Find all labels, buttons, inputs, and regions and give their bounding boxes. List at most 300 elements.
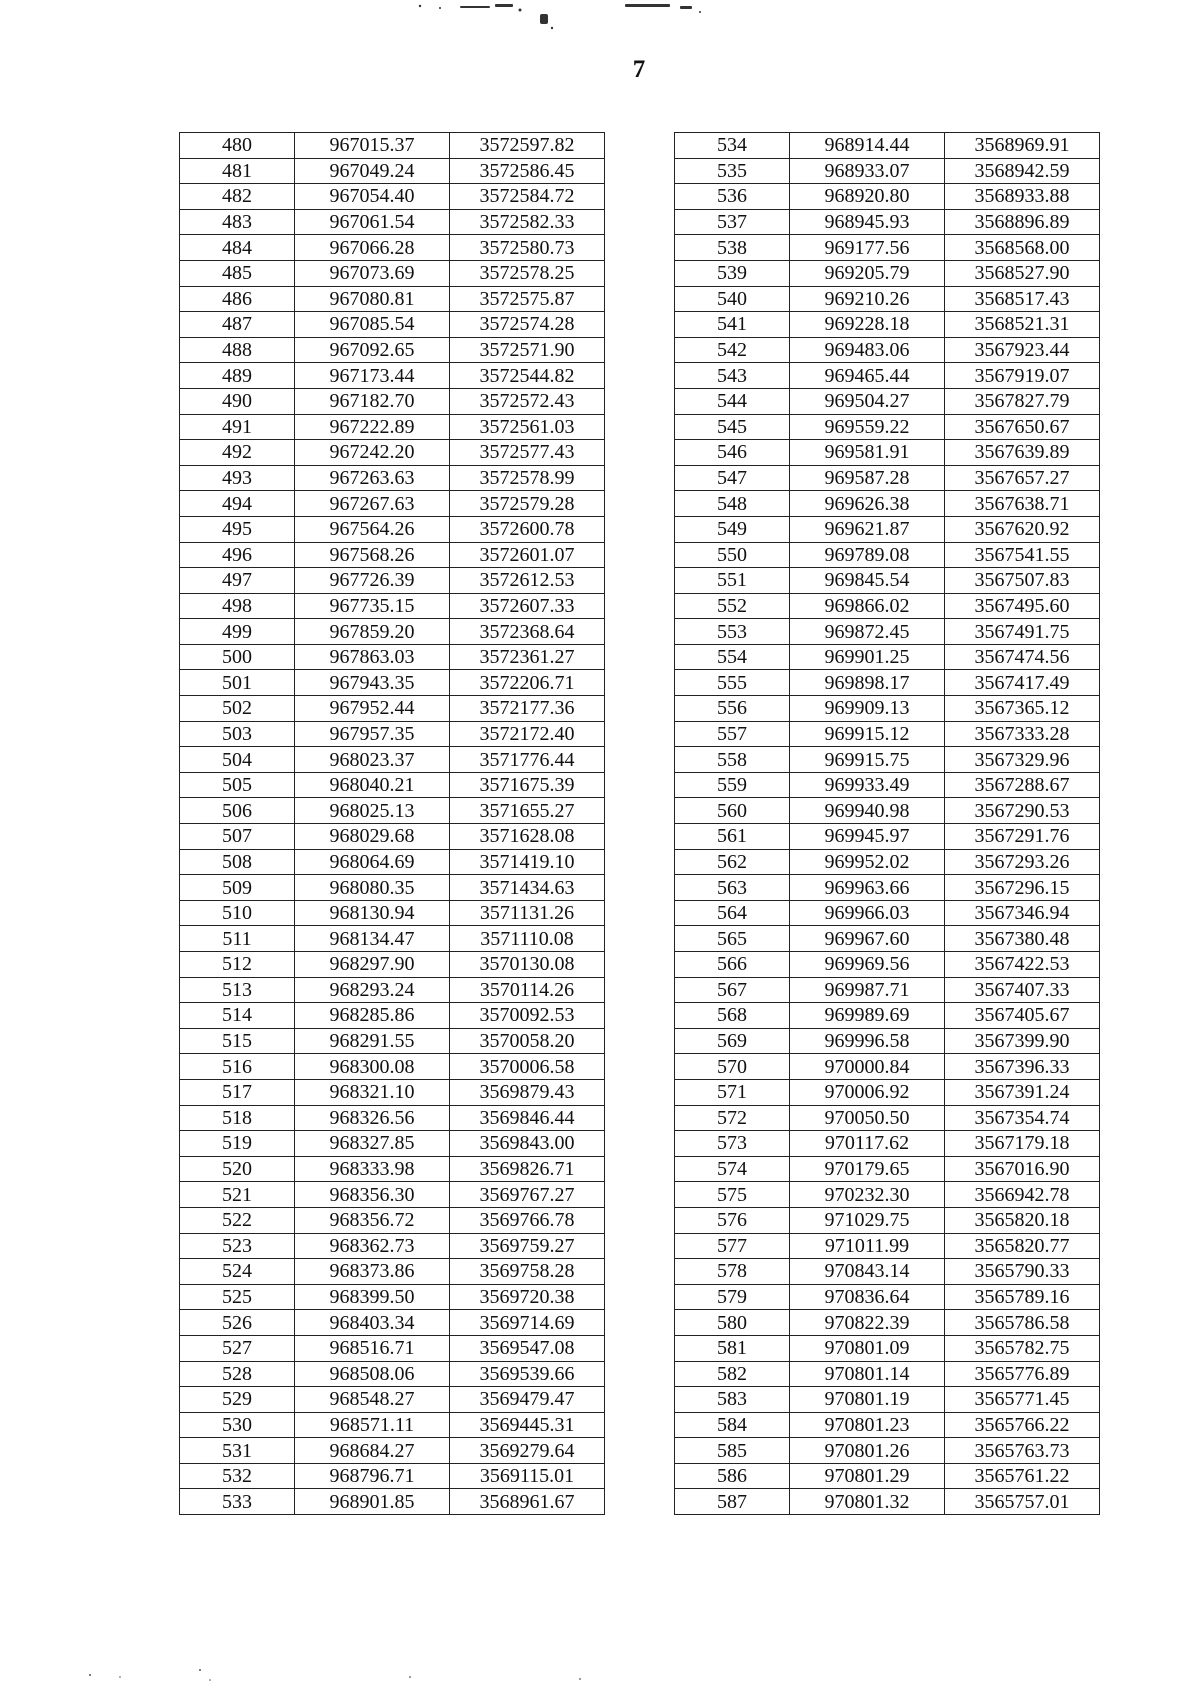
x-coordinate-cell: 968080.35 — [295, 875, 450, 901]
table-row — [180, 926, 605, 952]
x-coordinate-cell: 967066.28 — [295, 235, 450, 261]
point-number-cell: 570 — [675, 1054, 790, 1080]
y-coordinate-cell: 3567365.12 — [945, 696, 1100, 722]
table-row — [675, 440, 1100, 466]
y-coordinate-cell: 3567650.67 — [945, 414, 1100, 440]
y-coordinate-cell: 3572582.33 — [450, 209, 605, 235]
y-coordinate-cell: 3568896.89 — [945, 209, 1100, 235]
y-coordinate-cell: 3565776.89 — [945, 1361, 1100, 1387]
point-number-cell: 585 — [675, 1438, 790, 1464]
y-coordinate-cell: 3567296.15 — [945, 875, 1100, 901]
x-coordinate-cell: 968291.55 — [295, 1028, 450, 1054]
x-coordinate-cell: 968327.85 — [295, 1131, 450, 1157]
y-coordinate-cell: 3568933.88 — [945, 184, 1100, 210]
table-row — [675, 1489, 1100, 1515]
y-coordinate-cell: 3571655.27 — [450, 798, 605, 824]
point-number-cell: 502 — [180, 696, 295, 722]
y-coordinate-cell: 3567620.92 — [945, 516, 1100, 542]
y-coordinate-cell: 3569479.47 — [450, 1387, 605, 1413]
y-coordinate-cell: 3572575.87 — [450, 286, 605, 312]
x-coordinate-cell: 969581.91 — [790, 440, 945, 466]
y-coordinate-cell: 3569766.78 — [450, 1207, 605, 1233]
x-coordinate-cell: 967173.44 — [295, 363, 450, 389]
y-coordinate-cell: 3567016.90 — [945, 1156, 1100, 1182]
table-row — [675, 1335, 1100, 1361]
x-coordinate-cell: 967073.69 — [295, 260, 450, 286]
point-number-cell: 523 — [180, 1233, 295, 1259]
point-number-cell: 587 — [675, 1489, 790, 1515]
table-row — [180, 312, 605, 338]
scan-artifact-marks — [400, 0, 780, 50]
y-coordinate-cell: 3569714.69 — [450, 1310, 605, 1336]
x-coordinate-cell: 970179.65 — [790, 1156, 945, 1182]
y-coordinate-cell: 3567396.33 — [945, 1054, 1100, 1080]
x-coordinate-cell: 968684.27 — [295, 1438, 450, 1464]
point-number-cell: 535 — [675, 158, 790, 184]
x-coordinate-cell: 970232.30 — [790, 1182, 945, 1208]
point-number-cell: 489 — [180, 363, 295, 389]
point-number-cell: 536 — [675, 184, 790, 210]
page-number: 7 — [632, 56, 646, 83]
y-coordinate-cell: 3572571.90 — [450, 337, 605, 363]
point-number-cell: 490 — [180, 388, 295, 414]
point-number-cell: 531 — [180, 1438, 295, 1464]
y-coordinate-cell: 3565763.73 — [945, 1438, 1100, 1464]
y-coordinate-cell: 3570130.08 — [450, 952, 605, 978]
table-row — [180, 440, 605, 466]
point-number-cell: 577 — [675, 1233, 790, 1259]
y-coordinate-cell: 3572574.28 — [450, 312, 605, 338]
table-row — [675, 133, 1100, 159]
y-coordinate-cell: 3572584.72 — [450, 184, 605, 210]
table-row — [180, 286, 605, 312]
point-number-cell: 511 — [180, 926, 295, 952]
point-number-cell: 547 — [675, 465, 790, 491]
table-row — [675, 1387, 1100, 1413]
y-coordinate-cell: 3568942.59 — [945, 158, 1100, 184]
table-row — [180, 516, 605, 542]
x-coordinate-cell: 967085.54 — [295, 312, 450, 338]
x-coordinate-cell: 968933.07 — [790, 158, 945, 184]
table-row — [180, 1387, 605, 1413]
point-number-cell: 483 — [180, 209, 295, 235]
y-coordinate-cell: 3572572.43 — [450, 388, 605, 414]
table-row — [675, 875, 1100, 901]
x-coordinate-cell: 967054.40 — [295, 184, 450, 210]
x-coordinate-cell: 968920.80 — [790, 184, 945, 210]
y-coordinate-cell: 3569843.00 — [450, 1131, 605, 1157]
y-coordinate-cell: 3571776.44 — [450, 747, 605, 773]
table-row — [675, 1182, 1100, 1208]
point-number-cell: 582 — [675, 1361, 790, 1387]
table-row — [675, 312, 1100, 338]
y-coordinate-cell: 3567333.28 — [945, 721, 1100, 747]
x-coordinate-cell: 967957.35 — [295, 721, 450, 747]
point-number-cell: 484 — [180, 235, 295, 261]
table-row — [180, 542, 605, 568]
table-row — [180, 977, 605, 1003]
x-coordinate-cell: 969915.12 — [790, 721, 945, 747]
table-row — [675, 235, 1100, 261]
y-coordinate-cell: 3572177.36 — [450, 696, 605, 722]
point-number-cell: 561 — [675, 824, 790, 850]
point-number-cell: 495 — [180, 516, 295, 542]
point-number-cell: 553 — [675, 619, 790, 645]
x-coordinate-cell: 969789.08 — [790, 542, 945, 568]
coordinate-table-left-body — [180, 133, 605, 1515]
x-coordinate-cell: 968023.37 — [295, 747, 450, 773]
x-coordinate-cell: 969963.66 — [790, 875, 945, 901]
x-coordinate-cell: 968029.68 — [295, 824, 450, 850]
y-coordinate-cell: 3567638.71 — [945, 491, 1100, 517]
table-row — [180, 1182, 605, 1208]
point-number-cell: 563 — [675, 875, 790, 901]
table-row — [180, 1335, 605, 1361]
point-number-cell: 493 — [180, 465, 295, 491]
point-number-cell: 533 — [180, 1489, 295, 1515]
table-row — [180, 1207, 605, 1233]
y-coordinate-cell: 3567417.49 — [945, 670, 1100, 696]
point-number-cell: 518 — [180, 1105, 295, 1131]
x-coordinate-cell: 968516.71 — [295, 1335, 450, 1361]
table-row — [675, 414, 1100, 440]
table-row — [180, 670, 605, 696]
x-coordinate-cell: 968064.69 — [295, 849, 450, 875]
x-coordinate-cell: 968508.06 — [295, 1361, 450, 1387]
x-coordinate-cell: 970006.92 — [790, 1079, 945, 1105]
table-row — [180, 619, 605, 645]
x-coordinate-cell: 969940.98 — [790, 798, 945, 824]
point-number-cell: 565 — [675, 926, 790, 952]
y-coordinate-cell: 3569547.08 — [450, 1335, 605, 1361]
x-coordinate-cell: 969228.18 — [790, 312, 945, 338]
x-coordinate-cell: 967015.37 — [295, 133, 450, 159]
table-row — [180, 1233, 605, 1259]
table-row — [180, 1079, 605, 1105]
point-number-cell: 559 — [675, 772, 790, 798]
point-number-cell: 494 — [180, 491, 295, 517]
y-coordinate-cell: 3568521.31 — [945, 312, 1100, 338]
y-coordinate-cell: 3567354.74 — [945, 1105, 1100, 1131]
point-number-cell: 564 — [675, 900, 790, 926]
x-coordinate-cell: 968321.10 — [295, 1079, 450, 1105]
y-coordinate-cell: 3569720.38 — [450, 1284, 605, 1310]
point-number-cell: 496 — [180, 542, 295, 568]
x-coordinate-cell: 969587.28 — [790, 465, 945, 491]
point-number-cell: 500 — [180, 644, 295, 670]
table-row — [675, 337, 1100, 363]
point-number-cell: 515 — [180, 1028, 295, 1054]
table-row — [180, 1105, 605, 1131]
point-number-cell: 534 — [675, 133, 790, 159]
point-number-cell: 562 — [675, 849, 790, 875]
x-coordinate-cell: 968356.72 — [295, 1207, 450, 1233]
y-coordinate-cell: 3572544.82 — [450, 363, 605, 389]
point-number-cell: 551 — [675, 568, 790, 594]
x-coordinate-cell: 969621.87 — [790, 516, 945, 542]
point-number-cell: 501 — [180, 670, 295, 696]
x-coordinate-cell: 969210.26 — [790, 286, 945, 312]
point-number-cell: 480 — [180, 133, 295, 159]
y-coordinate-cell: 3568568.00 — [945, 235, 1100, 261]
table-row — [675, 977, 1100, 1003]
y-coordinate-cell: 3565771.45 — [945, 1387, 1100, 1413]
x-coordinate-cell: 969504.27 — [790, 388, 945, 414]
x-coordinate-cell: 968403.34 — [295, 1310, 450, 1336]
point-number-cell: 505 — [180, 772, 295, 798]
x-coordinate-cell: 969205.79 — [790, 260, 945, 286]
table-row — [675, 1054, 1100, 1080]
point-number-cell: 540 — [675, 286, 790, 312]
table-row — [180, 235, 605, 261]
point-number-cell: 574 — [675, 1156, 790, 1182]
table-row — [180, 772, 605, 798]
y-coordinate-cell: 3567346.94 — [945, 900, 1100, 926]
x-coordinate-cell: 969901.25 — [790, 644, 945, 670]
point-number-cell: 508 — [180, 849, 295, 875]
table-row — [180, 414, 605, 440]
point-number-cell: 529 — [180, 1387, 295, 1413]
point-number-cell: 519 — [180, 1131, 295, 1157]
y-coordinate-cell: 3572361.27 — [450, 644, 605, 670]
table-row — [675, 747, 1100, 773]
table-row — [180, 1489, 605, 1515]
y-coordinate-cell: 3572612.53 — [450, 568, 605, 594]
point-number-cell: 503 — [180, 721, 295, 747]
table-row — [180, 900, 605, 926]
point-number-cell: 579 — [675, 1284, 790, 1310]
x-coordinate-cell: 969866.02 — [790, 593, 945, 619]
y-coordinate-cell: 3570114.26 — [450, 977, 605, 1003]
y-coordinate-cell: 3569539.66 — [450, 1361, 605, 1387]
table-row — [675, 849, 1100, 875]
y-coordinate-cell: 3571434.63 — [450, 875, 605, 901]
point-number-cell: 560 — [675, 798, 790, 824]
point-number-cell: 543 — [675, 363, 790, 389]
point-number-cell: 482 — [180, 184, 295, 210]
point-number-cell: 548 — [675, 491, 790, 517]
table-row — [180, 593, 605, 619]
point-number-cell: 557 — [675, 721, 790, 747]
y-coordinate-cell: 3572578.99 — [450, 465, 605, 491]
y-coordinate-cell: 3572368.64 — [450, 619, 605, 645]
table-row — [180, 952, 605, 978]
table-row — [180, 1463, 605, 1489]
y-coordinate-cell: 3565820.18 — [945, 1207, 1100, 1233]
table-row — [675, 1463, 1100, 1489]
y-coordinate-cell: 3572607.33 — [450, 593, 605, 619]
table-row — [675, 1361, 1100, 1387]
point-number-cell: 516 — [180, 1054, 295, 1080]
y-coordinate-cell: 3567291.76 — [945, 824, 1100, 850]
point-number-cell: 584 — [675, 1412, 790, 1438]
table-row — [675, 1131, 1100, 1157]
table-row — [675, 644, 1100, 670]
x-coordinate-cell: 969987.71 — [790, 977, 945, 1003]
x-coordinate-cell: 967952.44 — [295, 696, 450, 722]
x-coordinate-cell: 967092.65 — [295, 337, 450, 363]
point-number-cell: 549 — [675, 516, 790, 542]
x-coordinate-cell: 968945.93 — [790, 209, 945, 235]
table-row — [180, 1310, 605, 1336]
point-number-cell: 575 — [675, 1182, 790, 1208]
table-row — [675, 209, 1100, 235]
y-coordinate-cell: 3567329.96 — [945, 747, 1100, 773]
coordinate-table-right — [674, 132, 1100, 1515]
x-coordinate-cell: 967564.26 — [295, 516, 450, 542]
x-coordinate-cell: 969483.06 — [790, 337, 945, 363]
table-row — [180, 1054, 605, 1080]
table-row — [675, 1438, 1100, 1464]
table-row — [180, 133, 605, 159]
table-row — [675, 260, 1100, 286]
x-coordinate-cell: 971011.99 — [790, 1233, 945, 1259]
y-coordinate-cell: 3567407.33 — [945, 977, 1100, 1003]
point-number-cell: 556 — [675, 696, 790, 722]
point-number-cell: 497 — [180, 568, 295, 594]
x-coordinate-cell: 968285.86 — [295, 1003, 450, 1029]
table-row — [180, 824, 605, 850]
x-coordinate-cell: 967726.39 — [295, 568, 450, 594]
x-coordinate-cell: 967049.24 — [295, 158, 450, 184]
y-coordinate-cell: 3569767.27 — [450, 1182, 605, 1208]
x-coordinate-cell: 969952.02 — [790, 849, 945, 875]
x-coordinate-cell: 969845.54 — [790, 568, 945, 594]
table-row — [675, 286, 1100, 312]
table-row — [180, 849, 605, 875]
y-coordinate-cell: 3565766.22 — [945, 1412, 1100, 1438]
x-coordinate-cell: 969872.45 — [790, 619, 945, 645]
point-number-cell: 485 — [180, 260, 295, 286]
table-row — [675, 184, 1100, 210]
point-number-cell: 537 — [675, 209, 790, 235]
point-number-cell: 542 — [675, 337, 790, 363]
y-coordinate-cell: 3572561.03 — [450, 414, 605, 440]
x-coordinate-cell: 970801.09 — [790, 1335, 945, 1361]
point-number-cell: 566 — [675, 952, 790, 978]
x-coordinate-cell: 968373.86 — [295, 1259, 450, 1285]
x-coordinate-cell: 967863.03 — [295, 644, 450, 670]
y-coordinate-cell: 3572597.82 — [450, 133, 605, 159]
y-coordinate-cell: 3569445.31 — [450, 1412, 605, 1438]
x-coordinate-cell: 969465.44 — [790, 363, 945, 389]
table-row — [180, 1284, 605, 1310]
point-number-cell: 552 — [675, 593, 790, 619]
x-coordinate-cell: 968130.94 — [295, 900, 450, 926]
y-coordinate-cell: 3565790.33 — [945, 1259, 1100, 1285]
point-number-cell: 568 — [675, 1003, 790, 1029]
table-row — [675, 798, 1100, 824]
y-coordinate-cell: 3572578.25 — [450, 260, 605, 286]
x-coordinate-cell: 969966.03 — [790, 900, 945, 926]
y-coordinate-cell: 3572172.40 — [450, 721, 605, 747]
table-row — [180, 184, 605, 210]
y-coordinate-cell: 3568969.91 — [945, 133, 1100, 159]
point-number-cell: 498 — [180, 593, 295, 619]
x-coordinate-cell: 969969.56 — [790, 952, 945, 978]
x-coordinate-cell: 970050.50 — [790, 1105, 945, 1131]
x-coordinate-cell: 968399.50 — [295, 1284, 450, 1310]
table-row — [180, 1028, 605, 1054]
table-row — [180, 158, 605, 184]
x-coordinate-cell: 968293.24 — [295, 977, 450, 1003]
y-coordinate-cell: 3567474.56 — [945, 644, 1100, 670]
point-number-cell: 544 — [675, 388, 790, 414]
point-number-cell: 504 — [180, 747, 295, 773]
x-coordinate-cell: 970801.14 — [790, 1361, 945, 1387]
x-coordinate-cell: 967859.20 — [295, 619, 450, 645]
x-coordinate-cell: 967943.35 — [295, 670, 450, 696]
x-coordinate-cell: 969933.49 — [790, 772, 945, 798]
point-number-cell: 532 — [180, 1463, 295, 1489]
point-number-cell: 550 — [675, 542, 790, 568]
table-row — [180, 363, 605, 389]
x-coordinate-cell: 968796.71 — [295, 1463, 450, 1489]
y-coordinate-cell: 3567391.24 — [945, 1079, 1100, 1105]
table-row — [675, 824, 1100, 850]
x-coordinate-cell: 969559.22 — [790, 414, 945, 440]
y-coordinate-cell: 3569279.64 — [450, 1438, 605, 1464]
point-number-cell: 488 — [180, 337, 295, 363]
x-coordinate-cell: 967080.81 — [295, 286, 450, 312]
point-number-cell: 578 — [675, 1259, 790, 1285]
table-row — [675, 465, 1100, 491]
table-row — [675, 670, 1100, 696]
table-row — [675, 1079, 1100, 1105]
x-coordinate-cell: 967735.15 — [295, 593, 450, 619]
y-coordinate-cell: 3567657.27 — [945, 465, 1100, 491]
table-row — [675, 593, 1100, 619]
point-number-cell: 567 — [675, 977, 790, 1003]
x-coordinate-cell: 970801.19 — [790, 1387, 945, 1413]
x-coordinate-cell: 967182.70 — [295, 388, 450, 414]
table-row — [675, 1284, 1100, 1310]
y-coordinate-cell: 3565786.58 — [945, 1310, 1100, 1336]
table-row — [675, 1412, 1100, 1438]
y-coordinate-cell: 3567422.53 — [945, 952, 1100, 978]
point-number-cell: 524 — [180, 1259, 295, 1285]
x-coordinate-cell: 967242.20 — [295, 440, 450, 466]
table-row — [180, 388, 605, 414]
x-coordinate-cell: 968297.90 — [295, 952, 450, 978]
x-coordinate-cell: 969915.75 — [790, 747, 945, 773]
x-coordinate-cell: 969626.38 — [790, 491, 945, 517]
point-number-cell: 546 — [675, 440, 790, 466]
y-coordinate-cell: 3571110.08 — [450, 926, 605, 952]
table-row — [675, 952, 1100, 978]
point-number-cell: 527 — [180, 1335, 295, 1361]
point-number-cell: 558 — [675, 747, 790, 773]
table-row — [180, 1361, 605, 1387]
y-coordinate-cell: 3570092.53 — [450, 1003, 605, 1029]
table-row — [675, 158, 1100, 184]
x-coordinate-cell: 970117.62 — [790, 1131, 945, 1157]
y-coordinate-cell: 3567491.75 — [945, 619, 1100, 645]
x-coordinate-cell: 970801.32 — [790, 1489, 945, 1515]
point-number-cell: 538 — [675, 235, 790, 261]
point-number-cell: 513 — [180, 977, 295, 1003]
table-row — [180, 1003, 605, 1029]
x-coordinate-cell: 970801.26 — [790, 1438, 945, 1464]
x-coordinate-cell: 968362.73 — [295, 1233, 450, 1259]
y-coordinate-cell: 3569759.27 — [450, 1233, 605, 1259]
table-row — [675, 542, 1100, 568]
x-coordinate-cell: 970836.64 — [790, 1284, 945, 1310]
y-coordinate-cell: 3569846.44 — [450, 1105, 605, 1131]
x-coordinate-cell: 968914.44 — [790, 133, 945, 159]
y-coordinate-cell: 3567923.44 — [945, 337, 1100, 363]
y-coordinate-cell: 3568517.43 — [945, 286, 1100, 312]
